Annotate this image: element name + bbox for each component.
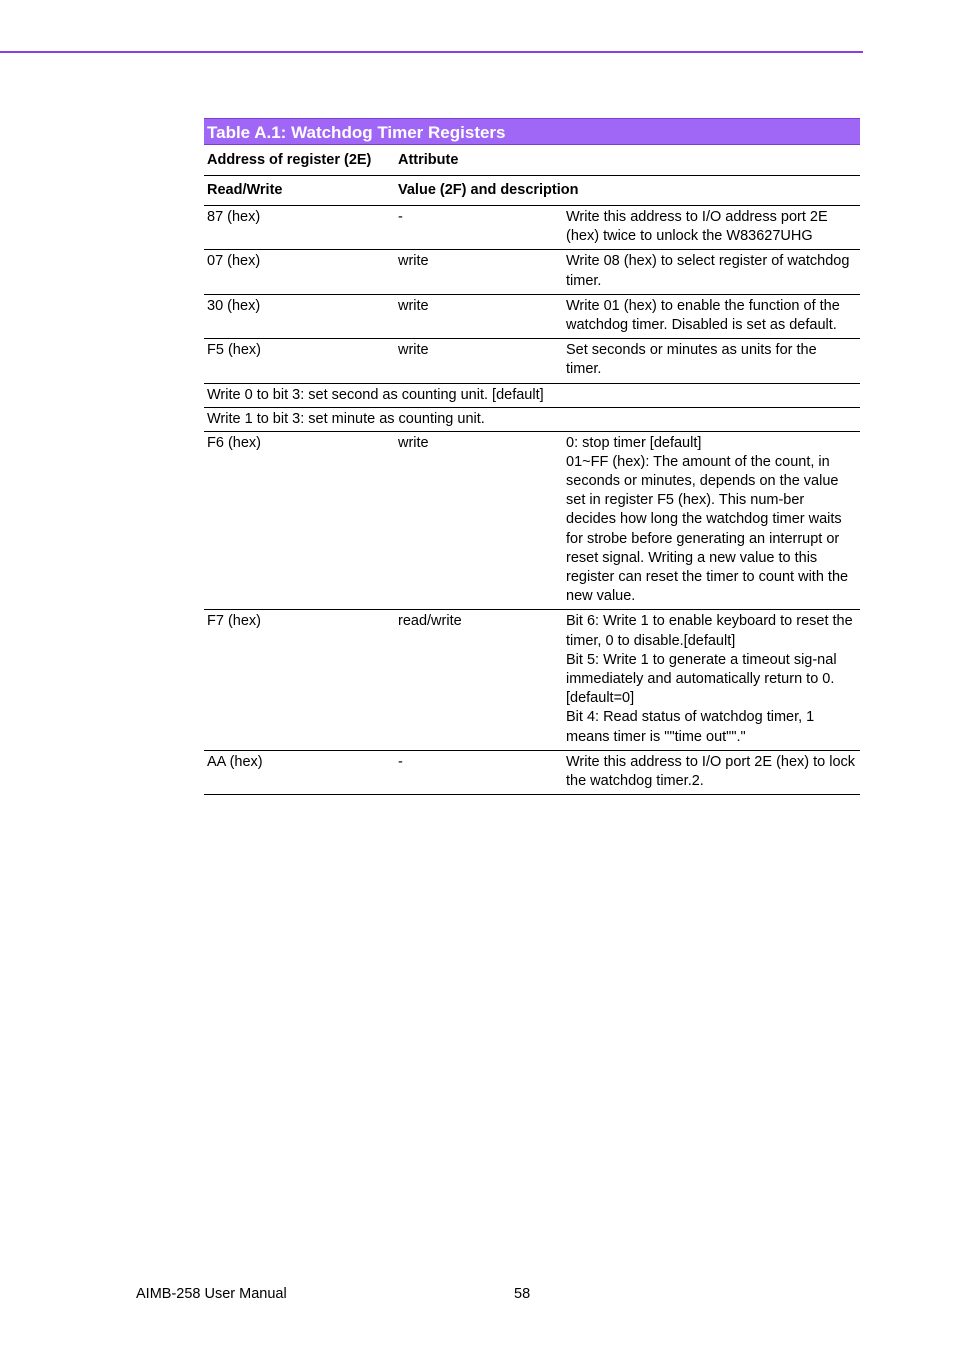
register-attribute: write (398, 342, 429, 359)
table-caption: Table A.1: Watchdog Timer Registers (204, 118, 860, 145)
table-row (204, 295, 860, 339)
table-row (204, 339, 860, 383)
register-attribute: read/write (398, 613, 462, 630)
register-address: 30 (hex) (207, 297, 261, 314)
table-row (204, 610, 860, 750)
table-header-row (204, 176, 860, 206)
register-address: F6 (hex) (207, 434, 261, 451)
register-attribute: write (398, 434, 429, 451)
register-address: 87 (hex) (207, 209, 261, 225)
description-line: 01~FF (hex): The amount of the count, in seconds or minutes, depends on the value set in register F5 (hex). This num-ber decides how long the watchdog timer waits for strobe before generating an interrupt or reset signal. Writing a new value to this register can reset the timer to count with the new value. (566, 453, 849, 605)
register-attribute: - (398, 753, 403, 770)
header-read-write: Read/Write (207, 182, 283, 198)
register-description: Write 08 (hex) to select register of watchdog timer. (566, 253, 850, 289)
header-value-description: Value (2F) and description (398, 182, 579, 198)
register-attribute: - (398, 209, 403, 225)
table-row (204, 751, 860, 795)
register-description: Write this address to I/O port 2E (hex) to lock the watchdog timer.2. (566, 753, 856, 790)
register-attribute: write (398, 253, 429, 270)
header-address: Address of register (2E) (207, 152, 372, 168)
table-row (204, 432, 860, 611)
register-description (566, 434, 860, 607)
description-line: 0: stop timer [default] (566, 434, 702, 451)
register-address: 07 (hex) (207, 253, 261, 270)
description-line: Bit 4: Read status of watchdog timer, 1 means timer is ""time out""." (566, 709, 815, 745)
description-line: Bit 6: Write 1 to enable keyboard to reset the timer, 0 to disable.[default] (566, 613, 853, 649)
register-address: F7 (hex) (207, 613, 261, 630)
register-attribute: write (398, 297, 429, 314)
table-row (204, 206, 860, 250)
table-header-row (204, 145, 860, 176)
header-attribute: Attribute (398, 152, 459, 168)
table-note-row: Write 1 to bit 3: set minute as counting unit. (204, 408, 860, 432)
description-line: Bit 5: Write 1 to generate a timeout sig-nal immediately and automatically return to 0. [default=0] (566, 651, 837, 707)
header-rule (0, 51, 863, 53)
register-description: Write 01 (hex) to enable the function of the watchdog timer. Disabled is set as default. (566, 297, 840, 334)
footer-manual-title: AIMB-258 User Manual (136, 1286, 287, 1302)
page-number: 58 (514, 1286, 531, 1302)
register-description: Set seconds or minutes as units for the timer. (566, 342, 817, 378)
register-description: Write this address to I/O address port 2E (hex) twice to unlock the W83627UHG (566, 209, 828, 245)
register-address: F5 (hex) (207, 342, 261, 359)
register-description (566, 612, 860, 746)
watchdog-registers-table (204, 118, 860, 795)
table-note-row: Write 0 to bit 3: set second as counting unit. [default] (204, 384, 860, 408)
table-row (204, 250, 860, 294)
register-address: AA (hex) (207, 753, 263, 770)
